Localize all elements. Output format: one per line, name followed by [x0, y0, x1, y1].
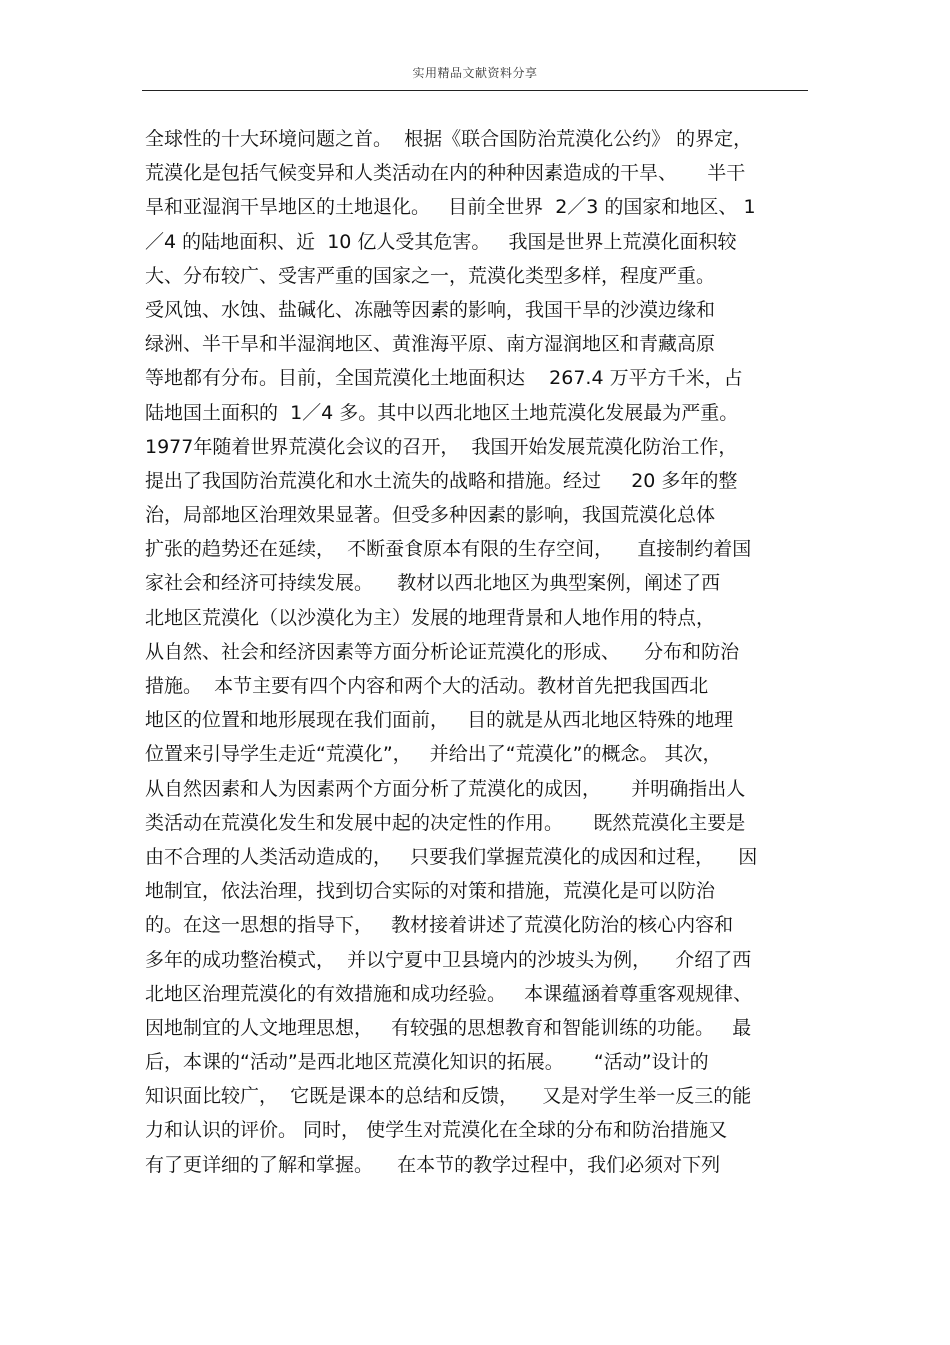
text-line: 由不合理的人类活动造成的， 只要我们掌握荒漠化的成因和过程， 因 — [145, 845, 758, 868]
text-line: 措施。 本节主要有四个内容和两个大的活动。教材首先把我国西北 — [145, 675, 709, 697]
text-line: 绿洲、半干旱和半湿润地区、黄淮海平原、南方湿润地区和青藏高原 — [145, 333, 716, 356]
text-line: 旱和亚湿润干旱地区的土地退化。 目前全世界 2／3 的国家和地区、 1 — [145, 196, 756, 219]
text-line: 大、分布较广、受害严重的国家之一，荒漠化类型多样，程度严重。 — [145, 264, 716, 287]
text-line: 扩张的趋势还在延续， 不断蚕食原本有限的生存空间， 直接制约着国 — [145, 538, 752, 561]
text-line: 陆地国土面积的 1／4 多。其中以西北地区土地荒漠化发展最为严重。 — [145, 401, 739, 424]
text-line: 全球性的十大环境问题之首。 根据《联合国防治荒漠化公约》 的界定， — [145, 128, 753, 150]
text-line: 有了更详细的了解和掌握。 在本节的教学过程中，我们必须对下列 — [145, 1153, 721, 1176]
text-line: 从自然因素和人为因素两个方面分析了荒漠化的成因， 并明确指出人 — [145, 777, 746, 800]
text-line: 知识面比较广， 它既是课本的总结和反馈， 又是对学生举一反三的能 — [145, 1085, 752, 1108]
text-line: 的。在这一思想的指导下， 教材接着讲述了荒漠化防治的核心内容和 — [145, 914, 734, 937]
text-line: 位置来引导学生走近“荒漠化”， 并给出了“荒漠化”的概念。 其次， — [145, 743, 722, 766]
text-line: 多年的成功整治模式， 并以宁夏中卫县境内的沙坡头为例， 介绍了西 — [145, 948, 752, 971]
text-line: 提出了我国防治荒漠化和水土流失的战略和措施。经过 20 多年的整 — [145, 469, 738, 492]
text-line: 后，本课的“活动”是西北地区荒漠化知识的拓展。 “活动”设计的 — [145, 1051, 709, 1074]
text-line: ／4 的陆地面积、近 10 亿人受其危害。 我国是世界上荒漠化面积较 — [145, 230, 737, 253]
text-line: 力和认识的评价。 同时， 使学生对荒漠化在全球的分布和防治措施又 — [145, 1119, 728, 1142]
text-line: 北地区荒漠化（以沙漠化为主）发展的地理背景和人地作用的特点， — [145, 606, 716, 629]
header-divider — [142, 90, 808, 91]
text-line: 1977年随着世界荒漠化会议的召开， 我国开始发展荒漠化防治工作， — [145, 435, 738, 458]
text-line: 从自然、社会和经济因素等方面分析论证荒漠化的形成、 分布和防治 — [145, 640, 740, 663]
text-line: 地制宜，依法治理，找到切合实际的对策和措施，荒漠化是可以防治 — [145, 880, 716, 903]
text-line: 北地区治理荒漠化的有效措施和成功经验。 本课蕴涵着尊重客观规律、 — [145, 982, 753, 1005]
text-line: 受风蚀、水蚀、盐碱化、冻融等因素的影响，我国干旱的沙漠边缘和 — [145, 298, 716, 321]
text-line: 类活动在荒漠化发生和发展中起的决定性的作用。 既然荒漠化主要是 — [145, 811, 746, 834]
text-line: 家社会和经济可持续发展。 教材以西北地区为典型案例，阐述了西 — [145, 572, 721, 595]
document-body — [145, 122, 825, 1182]
text-line: 因地制宜的人文地理思想， 有较强的思想教育和智能训练的功能。 最 — [145, 1016, 752, 1039]
text-line: 治，局部地区治理效果显著。但受多种因素的影响，我国荒漠化总体 — [145, 504, 716, 527]
text-line: 等地都有分布。目前，全国荒漠化土地面积达 267.4 万平方千米，占 — [145, 367, 743, 390]
page-header: 实用精品文献资料分享 — [412, 66, 538, 80]
text-line: 荒漠化是包括气候变异和人类活动在内的种种因素造成的干旱、 半干 — [145, 162, 746, 185]
text-line: 地区的位置和地形展现在我们面前， 目的就是从西北地区特殊的地理 — [145, 709, 734, 732]
